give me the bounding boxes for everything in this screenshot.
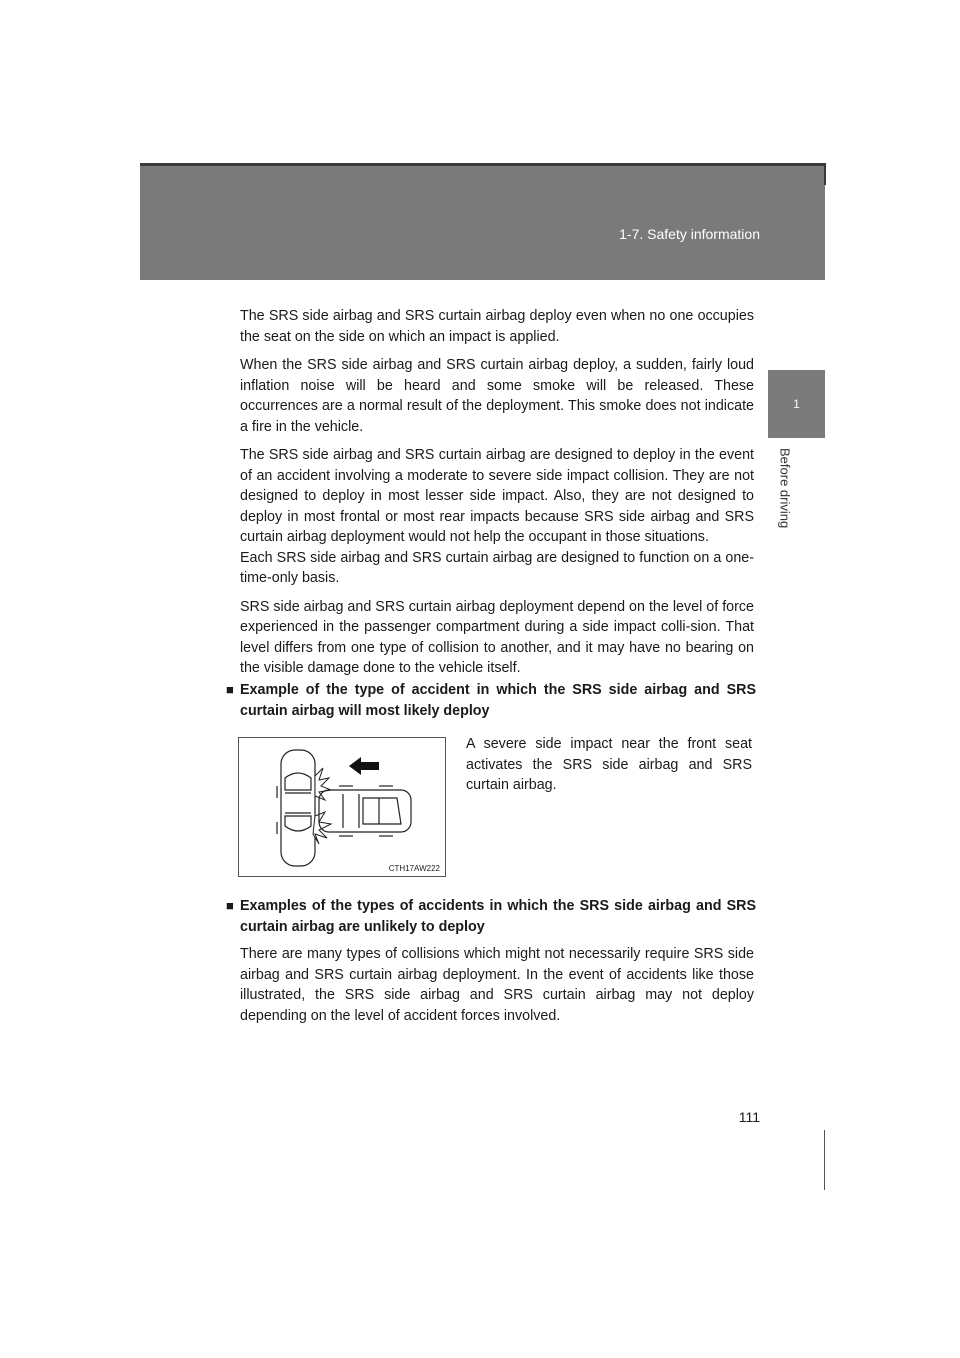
square-bullet-icon: ■ [226, 682, 234, 697]
chapter-label: Before driving [777, 448, 793, 529]
chapter-tab [768, 370, 825, 438]
figure-code: CTH17AW222 [388, 864, 440, 873]
crop-mark-top [824, 163, 826, 185]
paragraph: When the SRS side airbag and SRS curtain airbag deploy, a sudden, fairly loud inflation noise will be heard and some smoke will be released. These occurrences are a normal result of the deployment. This smoke does not indicate a fire in the vehicle. [240, 357, 754, 435]
section-title: 1-7. Safety information [619, 226, 760, 242]
section-heading-text: Example of the type of accident in which the SRS side airbag and SRS curtain airbag will most likely deploy [240, 682, 756, 719]
paragraph: There are many types of collisions which might not necessarily require SRS side airbag and SRS curtain airbag deployment. In the event of accidents like those illustrated, the SRS side airbag and SRS curtain airbag may not deploy depending on the level of accident forces involved. [240, 946, 754, 1024]
side-impact-illustration [239, 738, 445, 876]
figure-caption: A severe side impact near the front seat activates the SRS side airbag and SRS curtain airbag. [466, 736, 752, 793]
striking-car-icon [319, 786, 411, 836]
section-heading-unlikely [226, 896, 756, 937]
header-bar [140, 163, 825, 280]
paragraph: Each SRS side airbag and SRS curtain airbag are designed to function on a one-time-only basis. [240, 549, 754, 586]
paragraph: The SRS side airbag and SRS curtain airbag deploy even when no one occupies the seat on the side on which an impact is applied. [240, 308, 754, 345]
side-impact-figure [238, 737, 446, 877]
impact-burst-icon [313, 768, 331, 844]
chapter-number: 1 [793, 397, 800, 411]
paragraph: The SRS side airbag and SRS curtain airbag are designed to deploy in the event of an accident involving a moderate to severe side impact collision. They are not designed to deploy in most lesser side impact. Also, they are not designed to deploy in most frontal or most rear impacts because SRS side airbag and SRS curtain airbag deployment would not help the occupant in those situations. [240, 447, 754, 545]
header-top-strip [140, 163, 825, 166]
section-heading-text: Examples of the types of accidents in which the SRS side airbag and SRS curtain airbag are unlikely to deploy [240, 898, 756, 935]
struck-car-icon [277, 750, 315, 866]
page-number: 111 [738, 1109, 760, 1125]
body-text [240, 306, 754, 687]
section-heading-deploy [226, 680, 756, 721]
paragraph: SRS side airbag and SRS curtain airbag deployment depend on the level of force experienced in the passenger compartment during a side impact colli-sion. That level differs from one type of collision to another, and it may have no bearing on the visible damage done to the vehicle itself. [240, 598, 754, 676]
crop-mark-bottom [824, 1130, 825, 1190]
arrow-left-icon [349, 757, 379, 775]
square-bullet-icon: ■ [226, 898, 234, 913]
